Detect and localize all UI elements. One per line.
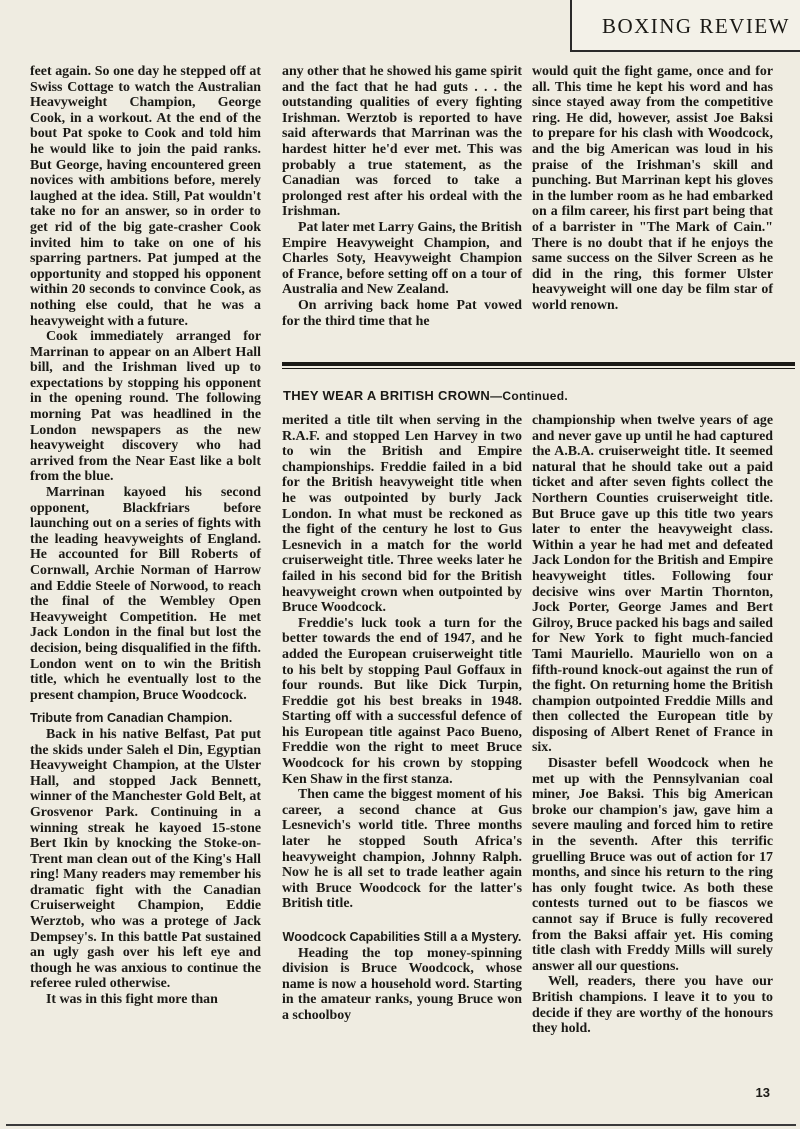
subheading: Woodcock Capabilities Still a a Mystery.	[282, 930, 522, 944]
paragraph: Freddie's luck took a turn for the better towards the end of 1947, and he added the European cruiserweight title to his belt by stopping Paul Goffaux in four rounds. But like Dick Turpin, Freddie got his best breaks in 1948. Starting off with a successful defence of his European title against Paco Bueno, Freddie won the right to meet Bruce Woodcock for his crown by stopping Ken Shaw in the first stanza.	[282, 615, 522, 787]
section-heading-text: THEY WEAR A BRITISH CROWN	[283, 388, 491, 403]
section-heading	[283, 388, 568, 403]
paragraph: Disaster befell Woodcock when he met up with the Pennsylvanian coal miner, Joe Baksi. This big American broke our champion's jaw, gave him a severe mauling and forced him to retire in the seventh. After this terrific gruelling Bruce was out of action for 17 months, and since his return to the ring has only fought twice. As both these contests turned out to be fiascos we cannot say if Bruce is fully recovered from the Baksi affair yet. His coming title clash with Freddy Mills will surely answer all our questions.	[532, 756, 773, 974]
paragraph: On arriving back home Pat vowed for the third time that he	[282, 297, 522, 329]
column-2-top	[282, 64, 522, 329]
page-header	[570, 0, 800, 52]
paragraph: Then came the biggest moment of his career, a second chance at Gus Lesnevich's world title. Three months later he stopped South Africa's heavyweight champion, Johnny Ralph. Now he is all set to trade leather again with Bruce Woodcock for the latter's British title.	[282, 787, 522, 912]
page-number: 13	[755, 1085, 770, 1100]
column-3-top	[532, 64, 773, 314]
subheading: Tribute from Canadian Champion.	[30, 711, 233, 726]
paragraph: Cook immediately arranged for Marrinan to appear on an Albert Hall bill, and the Irishman lived up to expectations by stopping his opponent in the opening round. The following morning Pat was headlined in the London newspapers as the new heavyweight discovery who had arrived from the Near East like a bolt from the blue.	[30, 329, 261, 485]
paragraph: It was in this fight more than	[46, 992, 218, 1008]
paragraph: would quit the fight game, once and for all. This time he kept his word and has since stayed away from the competitive ring. He did, however, assist Joe Baksi to prepare for his clash with Woodcock, and the big American was loud in his praise of the Irishman's skill and punching. But Marrinan kept his gloves in the lumber room as he had embarked on a film career, his first part being that of a barrister in "The Mark of Cain." There is no doubt that if he enjoys the same success on the Silver Screen as he did in the ring, this former Ulster heavyweight will one day be film star of world renown.	[532, 64, 773, 313]
paragraph: merited a title tilt when serving in the R.A.F. and stopped Len Harvey in two to win the British and Empire championships. Freddie failed in a bid for the British heavyweight title when he was outpointed by burly Jack London. In what must be reckoned as the fight of the century he lost to Gus Lesnevich in a match for the world cruiserweight title. Three weeks later he failed in his second bid for the British heavyweight crown when outpointed by Bruce Woodcock.	[282, 413, 522, 616]
paragraph: any other that he showed his game spirit and the fact that he had guts . . . the outstanding qualities of every fighting Irishman. Werztob is reported to have said afterwards that Marrinan was the hardest hitter he'd ever met. This was probably a true statement, as the Canadian was forced to take a prolonged rest after his ordeal with the Irishman.	[282, 64, 522, 220]
paragraph: Pat later met Larry Gains, the British Empire Heavyweight Champion, and Charles Soty, Heavyweight Champion of France, before setting off on a tour of Australia and New Zealand.	[282, 219, 522, 298]
page-bottom-edge	[6, 1124, 796, 1126]
paragraph: feet again. So one day he stepped off at Swiss Cottage to watch the Australian Heavyweight Champion, George Cook, in a workout. At the end of the bout Pat spoke to Cook and told him he would like to join the paid ranks. But George, having encountered green novices with ambitions before, merely laughed at the idea. Still, Pat wouldn't take no for an answer, so in order to get rid of the big gate-crasher Cook invited him to take on one of his sparring partners. Pat jumped at the opportunity and stopped his opponent within 20 seconds to convince Cook, as nothing else could, that he was a heavyweight with a future.	[30, 64, 261, 329]
section-divider	[282, 362, 795, 366]
paragraph: championship when twelve years of age and never gave up until he had captured the A.B.A. cruiserweight title. It seemed natural that he should take out a paid ticket and after seven fights collect the Northern Counties cruiserweight title. But Bruce gave up this title two years later to enter the heavyweight class. Within a year he had met and defeated Jack London for the British and Empire heavyweight titles. Following four decisive wins over Martin Thornton, Jock Porter, George James and Bert Gilroy, Bruce packed his bags and sailed for New York to fight much-fancied Tami Mauriello. Mauriello won on a fifth-round knock-out against the run of the fight. On returning home the British champion outpointed Freddie Mills and then collected the European title by disposing of Albert Renet of France in six.	[532, 413, 773, 756]
paragraph: Back in his native Belfast, Pat put the skids under Saleh el Din, Egyptian Heavyweight Champion, at the Ulster Hall, and stopped Jack Bennett, winner of the Manchester Gold Belt, at Grosvenor Park. Continuing in a winning streak he kayoed 15-stone Bert Ikin by knocking the Stoke-on-Trent man clean out of the King's Hall ring! Many readers may remember his dramatic fight with the Canadian Cruiserweight Champion, Eddie Werztob, who was a protege of Jack Dempsey's. In this battle Pat sustained an ugly gash over his left eye and though he was anxious to continue the referee ruled otherwise.	[30, 726, 261, 992]
column-1	[30, 64, 261, 1008]
paragraph: Marrinan kayoed his second opponent, Blackfriars before launching out on a series of fights with the leading heavyweights of England. He accounted for Bill Roberts of Cornwall, Archie Norman of Harrow and Eddie Steele of Norwood, to reach the final of the Wembley Open Heavyweight Competition. He met Jack London in the final but lost the decision, being disqualified in the fifth. London went on to win the British title, which he eventually lost to the present champion, Bruce Woodcock.	[30, 485, 261, 703]
section-divider-thin	[282, 368, 795, 369]
paragraph: Heading the top money-spinning division is Bruce Woodcock, whose name is now a household word. Starting in the amateur ranks, young Bruce won a schoolboy	[282, 945, 522, 1023]
magazine-title: BOXING REVIEW	[601, 14, 790, 38]
column-3-bottom	[532, 413, 773, 1037]
column-2-bottom	[282, 413, 522, 1024]
paragraph: Well, readers, there you have our British champions. I leave it to you to decide if they are worthy of the honours they hold.	[532, 974, 773, 1037]
section-heading-continued: —Continued.	[490, 389, 569, 403]
